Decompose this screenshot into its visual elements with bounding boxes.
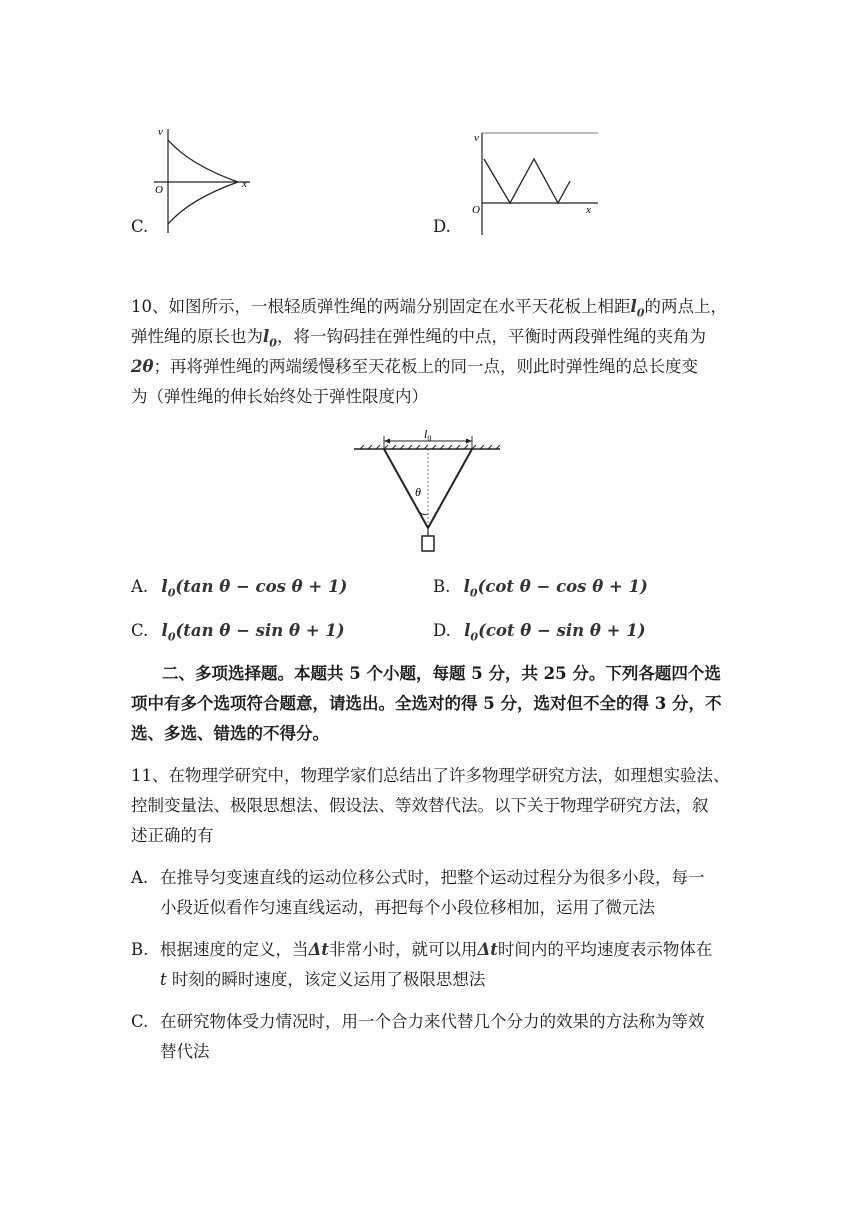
- section2-line2: 项中有多个选项符合题意，请选出。全选对的得 5 分，选对但不全的得 3 分，不: [131, 694, 722, 713]
- dimension-l0-label: $l_0$: [424, 427, 432, 443]
- option-d-label: D.: [433, 217, 451, 236]
- q10-choice-c-label: C.: [131, 621, 149, 640]
- graph-c-x-label: x: [242, 178, 247, 190]
- dimension-arrow-right: [466, 439, 472, 444]
- q10-choice-a-label: A.: [131, 577, 149, 596]
- q10-choice-b-label: B.: [433, 577, 451, 596]
- q11-line2: 控制变量法、极限思想法、假设法、等效替代法。以下关于物理学研究方法，叙: [131, 796, 709, 815]
- q11-line3: 述正确的有: [131, 826, 214, 845]
- graph-c-upper-curve: [168, 140, 238, 182]
- q11-b-line2: t 时刻的瞬时速度，该定义运用了极限思想法: [160, 970, 486, 989]
- graph-c-lower-curve: [168, 182, 238, 224]
- section2-line1: 二、多项选择题。本题共 5 个小题，每题 5 分，共 25 分。下列各题四个选: [162, 664, 721, 683]
- q10-choice-a-formula: $l_0(\tan$ θ − cos θ + 1): [161, 577, 348, 600]
- q10-l0-symbol-2: $l_0$: [263, 327, 277, 350]
- q11-line1: 11、在物理学研究中，物理学家们总结出了许多物理学研究方法，如理想实验法、: [131, 766, 730, 785]
- q10-line2-a: 弹性绳的原长也为: [131, 327, 263, 346]
- q10-diagram: [350, 422, 510, 558]
- option-c-label: C.: [131, 217, 149, 236]
- q11-b-line1: 根据速度的定义，当Δt非常小时，就可以用Δt时间内的平均速度表示物体在: [160, 940, 713, 959]
- q11-delta-t: Δt: [308, 940, 329, 959]
- q11-a-line1: 在推导匀变速直线的运动位移公式时，把整个运动过程分为很多小段，每一: [160, 868, 705, 887]
- rope-right: [428, 449, 472, 528]
- section2-line3: 选、多选、错选的不得分。: [131, 724, 329, 743]
- graph-d-x-label: x: [586, 204, 591, 216]
- q10-choice-b: [433, 572, 648, 608]
- q11-c-line1: 在研究物体受力情况时，用一个合力来代替几个分力的效果的方法称为等效: [160, 1012, 705, 1031]
- dimension-arrow-left: [384, 439, 390, 444]
- q10-choice-b-formula: $l_0(\cot$ θ − cos θ + 1): [463, 577, 648, 600]
- weight-box: [422, 536, 434, 551]
- graph-d: [466, 125, 606, 237]
- theta-label: θ: [415, 485, 421, 499]
- q10-choice-d-formula: $l_0(\cot$ θ − sin θ + 1): [464, 621, 646, 644]
- graph-d-zigzag: [484, 159, 570, 203]
- q10-line2-b: ，将一钩码挂在弹性绳的中点，平衡时两段弹性绳的夹角为: [276, 327, 706, 346]
- q11-c-label: C.: [131, 1012, 149, 1031]
- q10-line3-a: ；再将弹性绳的两端缓慢移至天花板上的同一点，则此时弹性绳的总长度变: [153, 357, 698, 376]
- graph-c-v-label: v: [158, 126, 163, 138]
- graph-c: [150, 125, 260, 235]
- q11-c-line2: 替代法: [160, 1042, 210, 1061]
- q10-line3: [131, 352, 698, 382]
- rope-left: [384, 449, 428, 528]
- q10-line4: 为（弹性绳的伸长始终处于弹性限度内）: [131, 387, 428, 406]
- q11-a-line2: 小段近似看作匀速直线运动，再把每个小段位移相加，运用了微元法: [160, 898, 655, 917]
- q10-choice-d: [433, 616, 646, 652]
- q10-l0-symbol: $l_0$: [630, 297, 645, 320]
- q10-choice-c: [131, 616, 345, 652]
- q10-line1-b: 的两点上，: [644, 297, 727, 316]
- graph-d-v-label: v: [474, 132, 479, 144]
- q11-delta-t-2: Δt: [477, 940, 498, 959]
- q11-a-label: A.: [131, 868, 149, 887]
- q11-b-label: B.: [131, 940, 149, 959]
- q10-line1-a: 10、如图所示，一根轻质弹性绳的两端分别固定在水平天花板上相距: [131, 297, 631, 316]
- q10-choice-c-formula: $l_0(\tan$ θ − sin θ + 1): [161, 621, 345, 644]
- q10-choice-a: [131, 572, 347, 608]
- graph-d-origin-label: O: [472, 204, 480, 216]
- graph-c-origin-label: O: [155, 184, 163, 196]
- q10-two-theta: 2θ: [131, 357, 154, 376]
- q10-choice-d-label: D.: [433, 621, 451, 640]
